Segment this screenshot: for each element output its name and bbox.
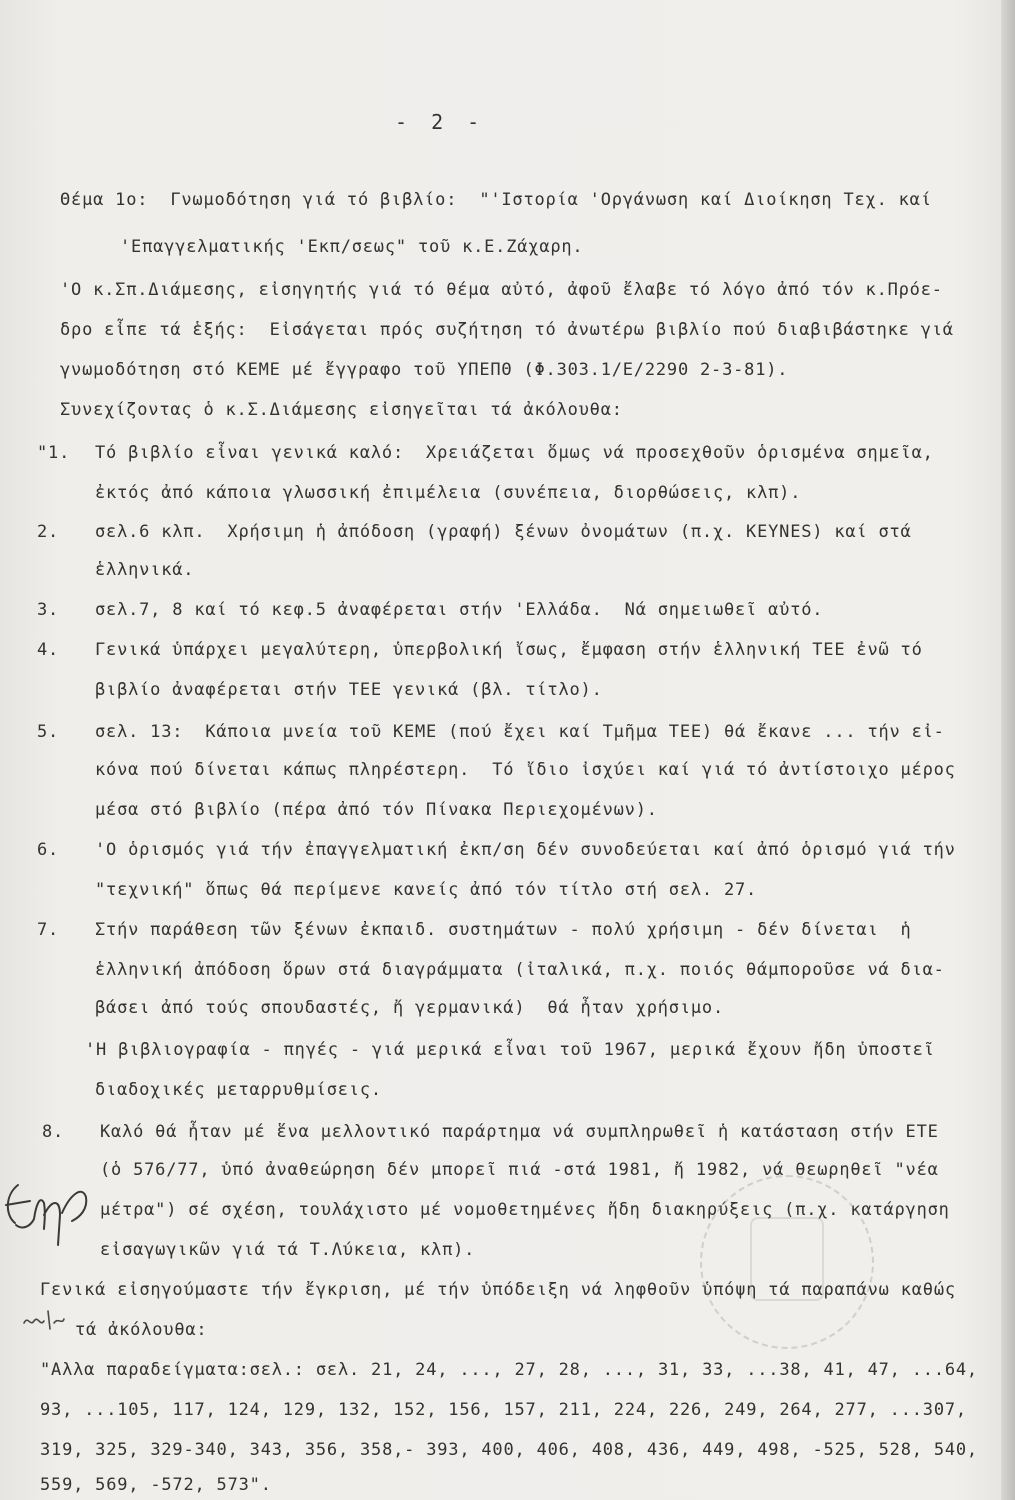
conclusion-line-2: τά ἀκόλουθα: [75, 1320, 208, 1340]
item-7-line-5: διαδοχικές μεταρρυθμίσεις. [95, 1080, 382, 1100]
official-stamp [700, 1175, 874, 1349]
item-4-line-2: βιβλίο ἀναφέρεται στήν ΤΕΕ γενικά (βλ. τίτλο). [95, 680, 603, 700]
item-6-line-2: "τεχνική" ὅπως θά περίμενε κανείς ἀπό τόν τίτλο στή σελ. 27. [95, 880, 758, 900]
item-5-line-3: μέσα στό βιβλίο (πέρα ἀπό τόν Πίνακα Περιεχομένων). [95, 800, 658, 820]
item-5-line-1: σελ. 13: Κάποια μνεία τοῦ ΚΕΜΕ (πού ἔχει καί Τμῆμα ΤΕΕ) θά ἔκανε ... τήν εἰ- [95, 722, 945, 742]
topic-heading-line-2: 'Επαγγελματικής 'Εκπ/σεως" τοῦ κ.Ε.Ζάχαρη. [120, 237, 584, 257]
item-number-1: "1. [37, 443, 71, 463]
intro-line-3: γνωμοδότηση στό ΚΕΜΕ μέ ἔγγραφο τοῦ ΥΠΕΠΘ (Φ.303.1/Ε/2290 2-3-81). [60, 360, 789, 380]
item-2-line-2: ἑλληνικά. [95, 560, 195, 580]
item-number-8: 8. [42, 1122, 65, 1142]
item-8-line-1: Καλό θά ἦταν μέ ἕνα μελλοντικό παράρτημα νά συμπληρωθεῖ ἡ κατάσταση στήν ΕΤΕ [100, 1122, 939, 1142]
conclusion-line-1: Γενικά εἰσηγούμαστε τήν ἔγκριση, μέ τήν ὑπόδειξη νά ληφθοῦν ὑπόψη τά παραπάνω καθώς [40, 1280, 956, 1300]
examples-line-3: 319, 325, 329-340, 343, 356, 358,- 393, 400, 406, 408, 436, 449, 498, -525, 528, 540, [40, 1440, 978, 1460]
topic-heading-line-1: Θέμα 1ο: Γνωμοδότηση γιά τό βιβλίο: "'Ιστορία 'Οργάνωση καί Διοίκηση Τεχ. καί [60, 190, 932, 210]
examples-line-2: 93, ...105, 117, 124, 129, 132, 152, 156, 157, 211, 224, 226, 249, 264, 277, ...307, [40, 1400, 967, 1420]
item-number-5: 5. [37, 722, 60, 742]
examples-line-1: "Αλλα παραδείγματα:σελ.: σελ. 21, 24, ..., 27, 28, ..., 31, 33, ...38, 41, 47, ...64, [40, 1360, 978, 1380]
item-7-line-1: Στήν παράθεση τῶν ξένων ἐκπαιδ. συστημάτων - πολύ χρήσιμη - δέν δίνεται ἡ [95, 920, 912, 940]
handwritten-signature [0, 1155, 110, 1265]
handwritten-kai-annotation [20, 1305, 68, 1335]
item-8-line-2: (ὁ 576/77, ὑπό ἀναθεώρηση δέν μπορεῖ πιά -στά 1981, ἤ 1982, νά θεωρηθεῖ "νέα [100, 1160, 939, 1180]
page-number: - 2 - [395, 110, 486, 134]
item-2-line-1: σελ.6 κλπ. Χρήσιμη ἡ ἀπόδοση (γραφή) ξένων ὀνομάτων (π.χ. KEYNES) καί στά [95, 522, 912, 542]
item-number-7: 7. [37, 920, 60, 940]
intro-line-1: 'Ο κ.Σπ.Διάμεσης, εἰσηγητής γιά τό θέμα αὐτό, ἀφοῦ ἔλαβε τό λόγο ἀπό τόν κ.Πρόε- [60, 280, 943, 300]
item-number-6: 6. [37, 840, 60, 860]
item-3-line-1: σελ.7, 8 καί τό κεφ.5 ἀναφέρεται στήν 'Ελλάδα. Νά σημειωθεῖ αὐτό. [95, 600, 824, 620]
item-1-line-1: Τό βιβλίο εἶναι γενικά καλό: Χρειάζεται ὅμως νά προσεχθοῦν ὁρισμένα σημεῖα, [95, 443, 934, 463]
item-7-line-4: 'Η βιβλιογραφία - πηγές - γιά μερικά εἶναι τοῦ 1967, μερικά ἔχουν ἤδη ὑποστεῖ [85, 1040, 935, 1060]
item-number-2: 2. [37, 522, 60, 542]
examples-line-4: 559, 569, -572, 573". [40, 1475, 272, 1495]
item-4-line-1: Γενικά ὑπάρχει μεγαλύτερη, ὑπερβολική ἴσως, ἔμφαση στήν ἑλληνική ΤΕΕ ἐνῶ τό [95, 640, 923, 660]
item-6-line-1: 'Ο ὁρισμός γιά τήν ἐπαγγελματική ἐκπ/ση δέν συνοδεύεται καί ἀπό ὁρισμό γιά τήν [95, 840, 956, 860]
item-7-line-3: βάσει ἀπό τούς σπουδαστές, ἤ γερμανικά) θά ἦταν χρήσιμο. [95, 998, 724, 1018]
item-1-line-2: ἐκτός ἀπό κάποια γλωσσική ἐπιμέλεια (συνέπεια, διορθώσεις, κλπ). [95, 483, 802, 503]
item-7-line-2: ἑλληνική ἀπόδοση ὅρων στά διαγράμματα (ἰταλικά, π.χ. ποιός θάμποροῦσε νά δια- [95, 960, 945, 980]
item-number-4: 4. [37, 640, 60, 660]
item-8-line-4: εἰσαγωγικῶν γιά τά Τ.Λύκεια, κλπ). [100, 1240, 476, 1260]
item-8-line-3: μέτρα") σέ σχέση, τουλάχιστο μέ νομοθετημένες ἤδη διακηρύξεις (π.χ. κατάργηση [100, 1200, 950, 1220]
item-number-3: 3. [37, 600, 60, 620]
intro-line-4: Συνεχίζοντας ὁ κ.Σ.Διάμεσης εἰσηγεῖται τά ἀκόλουθα: [60, 400, 623, 420]
page-edge-shadow [1001, 0, 1015, 1500]
item-5-line-2: κόνα πού δίνεται κάπως πληρέστερη. Τό ἴδιο ἰσχύει καί γιά τό ἀντίστοιχο μέρος [95, 760, 956, 780]
intro-line-2: δρο εἶπε τά ἑξής: Εἰσάγεται πρός συζήτηση τό ἀνωτέρω βιβλίο πού διαβιβάστηκε γιά [60, 320, 954, 340]
